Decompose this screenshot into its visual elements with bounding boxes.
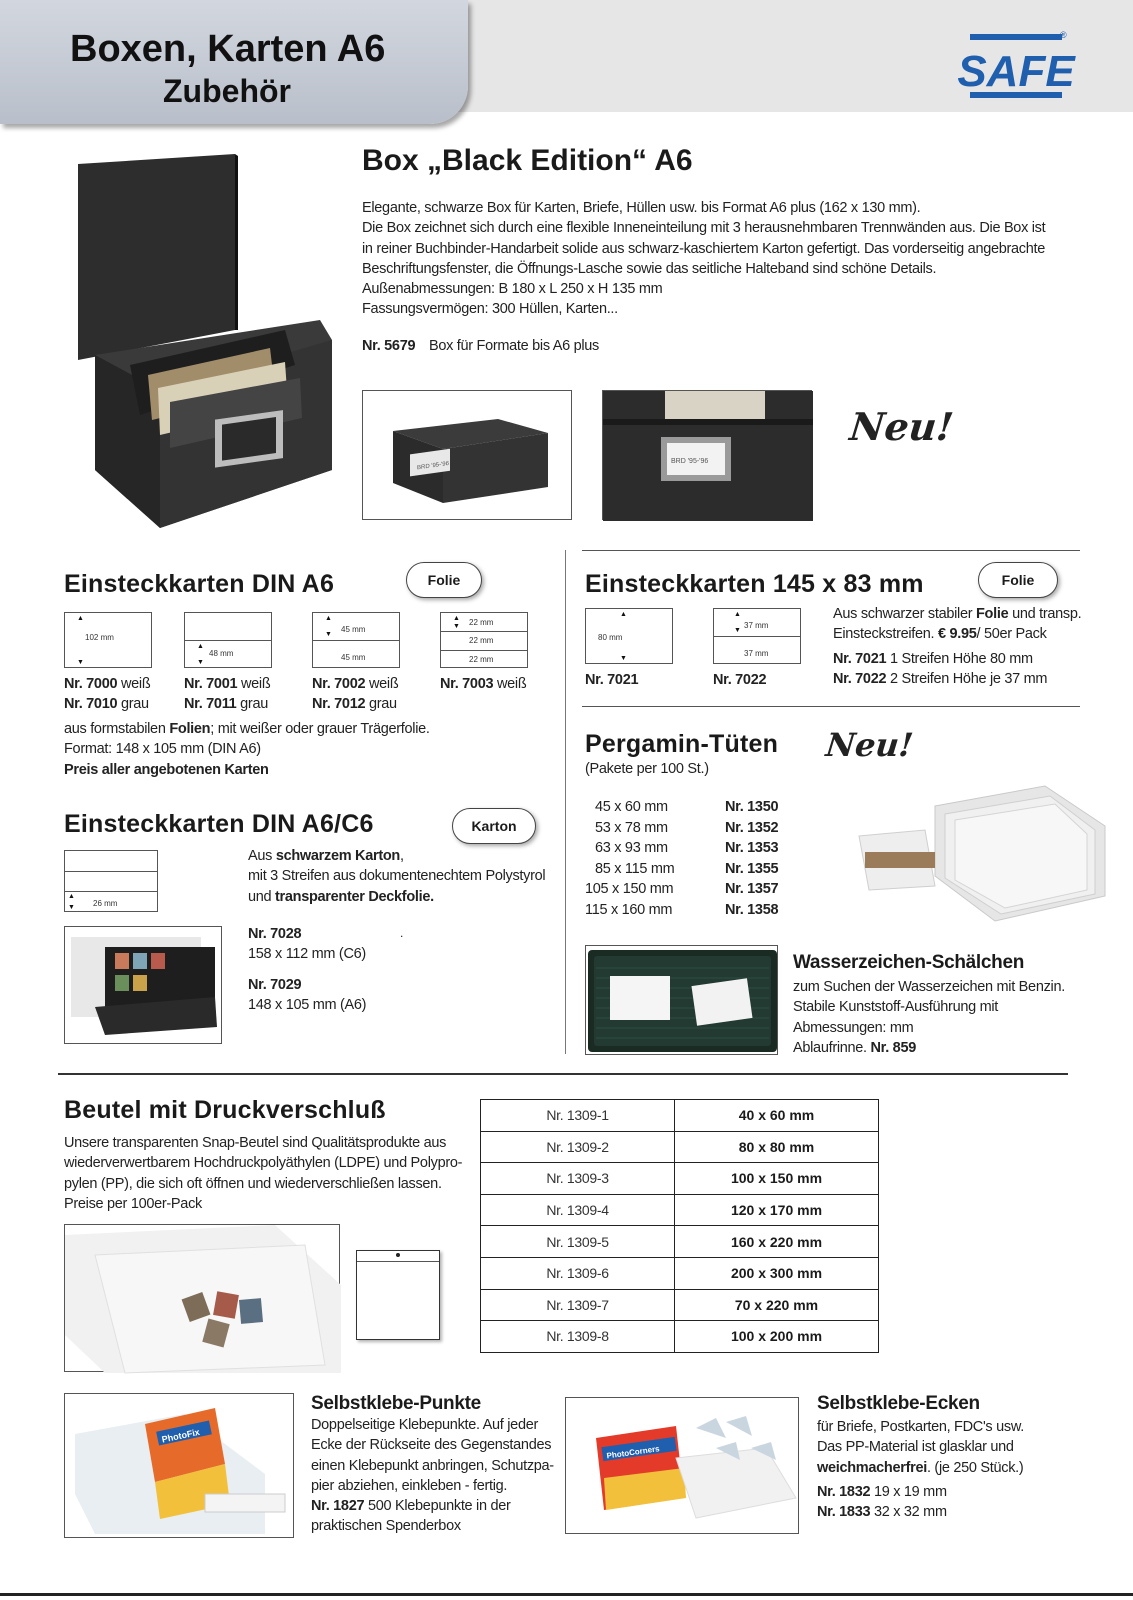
arrow-down-icon: ▼ bbox=[734, 627, 741, 634]
text: und transp. bbox=[1008, 606, 1082, 622]
size-text: 63 x 93 mm bbox=[595, 840, 668, 856]
arrow-up-icon: ▲ bbox=[620, 611, 627, 618]
order-description: Box für Formate bis A6 plus bbox=[428, 338, 599, 354]
din-a6-title: Einsteckkarten DIN A6 bbox=[64, 570, 335, 598]
arrow-up-icon: ▲ bbox=[734, 611, 741, 618]
text: 1 Streifen Höhe 80 mm bbox=[889, 650, 1033, 667]
color-variant: weiß bbox=[240, 676, 271, 692]
arrow-up-icon: ▲ bbox=[68, 893, 75, 900]
price: € 9.95 bbox=[938, 626, 977, 643]
watermark-tray-title: Wasserzeichen-Schälchen bbox=[793, 952, 1025, 973]
k145-title: Einsteckkarten 145 x 83 mm bbox=[585, 570, 924, 598]
black-box-detail-photo bbox=[602, 390, 812, 520]
desc-line: pier abziehen, einkleben - fertig. bbox=[311, 1477, 508, 1494]
black-box-closed-photo bbox=[362, 390, 572, 520]
card-dimension: 45 mm bbox=[341, 625, 366, 634]
card-diagram-7002 bbox=[312, 612, 400, 668]
arrow-down-icon: ▼ bbox=[77, 659, 84, 666]
din-a6-order-7003 bbox=[440, 674, 526, 694]
size-text: 19 x 19 mm bbox=[873, 1483, 947, 1500]
order-number: Nr. 7022 bbox=[713, 672, 767, 688]
table-cell-nr: Nr. 1309-1 bbox=[481, 1100, 675, 1132]
table-cell-size: 160 x 220 mm bbox=[675, 1226, 879, 1258]
desc-line: Unsere transparenten Snap-Beutel sind Qualitätsprodukte aus bbox=[64, 1135, 447, 1151]
table-row bbox=[481, 1321, 879, 1353]
table-cell-size: 100 x 150 mm bbox=[675, 1163, 879, 1195]
arrow-down-icon: ▼ bbox=[453, 623, 460, 630]
size-text: 115 x 160 mm bbox=[585, 901, 673, 918]
size-text: 85 x 115 mm bbox=[595, 860, 675, 877]
desc-line: Außenabmessungen: B 180 x L 250 x H 135 mm bbox=[362, 281, 663, 298]
table-row bbox=[481, 1100, 879, 1132]
pack-label: PhotoCorners bbox=[606, 1444, 661, 1461]
size-text: 148 x 105 mm (A6) bbox=[248, 997, 367, 1014]
size-text: 105 x 150 mm bbox=[585, 881, 674, 897]
size-text: 32 x 32 mm bbox=[873, 1504, 947, 1521]
desc-line: Elegante, schwarze Box für Karten, Briefe, Hüllen usw. bis Format A6 plus (162 x 130 mm). bbox=[362, 200, 921, 216]
arrow-down-icon: ▼ bbox=[68, 904, 75, 911]
arrow-down-icon: ▼ bbox=[197, 659, 204, 666]
table-cell-nr: Nr. 1309-3 bbox=[481, 1163, 675, 1195]
order-number: Nr. 1353 bbox=[725, 840, 779, 856]
card-dimension: 37 mm bbox=[744, 649, 769, 658]
text: mit 3 Streifen aus dokumentenechtem Polystyrol bbox=[248, 868, 546, 885]
arrow-up-icon: ▲ bbox=[325, 615, 332, 622]
order-number: Nr. 7000 bbox=[64, 676, 118, 692]
desc-line: Fassungsvermögen: 300 Hüllen, Karten... bbox=[362, 301, 618, 318]
text: 2 Streifen Höhe je 37 mm bbox=[889, 670, 1048, 687]
watermark-tray-description bbox=[793, 977, 1065, 1058]
text: Folie bbox=[976, 606, 1009, 622]
table-cell-nr: Nr. 1309-6 bbox=[481, 1257, 675, 1289]
order-number: Nr. 7022 bbox=[833, 670, 887, 687]
logo-text: SAFE bbox=[957, 47, 1075, 96]
table-row bbox=[481, 1163, 879, 1195]
snap-bags-photo bbox=[64, 1224, 340, 1372]
black-box-main-photo bbox=[70, 150, 340, 540]
order-number: Nr. 7012 bbox=[312, 696, 366, 713]
order-number: Nr. 7021 bbox=[585, 672, 639, 688]
card-diagram-7003 bbox=[440, 612, 528, 668]
text: Einsteckstreifen. bbox=[833, 626, 939, 643]
order-number: Nr. 7029 bbox=[248, 977, 302, 993]
text: und bbox=[248, 888, 276, 905]
table-cell-size: 200 x 300 mm bbox=[675, 1257, 879, 1289]
arrow-down-icon: ▼ bbox=[325, 631, 332, 638]
din-a6c6-order-7029 bbox=[248, 975, 366, 1016]
desc-line: wiederverwertbarem Hochdruckpolyäthylen (LDPE) und Polypro- bbox=[64, 1155, 463, 1172]
text: . (je 250 Stück.) bbox=[926, 1459, 1024, 1476]
text: zum Suchen der Wasserzeichen mit Benzin. bbox=[793, 979, 1065, 995]
section-divider bbox=[58, 1073, 1068, 1075]
card-dimension: 48 mm bbox=[209, 649, 234, 658]
din-a6-order-7002 bbox=[312, 674, 398, 715]
text: Aus schwarzer stabiler bbox=[833, 606, 976, 622]
klebepunkte-photo bbox=[64, 1393, 294, 1538]
pergamin-title: Pergamin-Tüten bbox=[585, 730, 779, 758]
din-a6-order-7001 bbox=[184, 674, 270, 715]
card-dimension: 26 mm bbox=[93, 899, 118, 908]
k145-nr-b bbox=[713, 670, 766, 690]
k145-badge: Folie bbox=[978, 562, 1058, 598]
table-row bbox=[481, 1194, 879, 1226]
din-a6-description bbox=[64, 719, 430, 780]
pergamin-new-badge: Neu! bbox=[824, 726, 915, 764]
table-row bbox=[481, 1131, 879, 1163]
order-number: Nr. 1832 bbox=[817, 1483, 871, 1500]
table-cell-nr: Nr. 1309-4 bbox=[481, 1194, 675, 1226]
size-text: 45 x 60 mm bbox=[595, 799, 668, 815]
text: Das PP-Material ist glasklar und bbox=[817, 1439, 1014, 1456]
watermark-tray-photo bbox=[585, 945, 778, 1055]
beutel-description bbox=[64, 1133, 462, 1214]
order-number: Nr. 7021 bbox=[833, 650, 887, 667]
klebeecken-photo bbox=[565, 1397, 799, 1534]
stamp-cards-photo bbox=[64, 926, 222, 1044]
pack-label: PhotoFix bbox=[160, 1426, 201, 1445]
order-number: Nr. 1358 bbox=[725, 901, 779, 918]
snap-bag-diagram bbox=[356, 1250, 440, 1340]
order-number: Nr. 7010 bbox=[64, 696, 118, 713]
card-dimension: 102 mm bbox=[85, 633, 114, 642]
table-cell-size: 40 x 60 mm bbox=[675, 1100, 879, 1132]
color-variant: weiß bbox=[496, 676, 527, 692]
desc-line: in reiner Buchbinder-Handarbeit solide aus schwarz-kaschiertem Karton gefertigt. Das vorderseitig angebrachte bbox=[362, 240, 1045, 257]
text: weichmacherfrei bbox=[817, 1459, 927, 1476]
logo-registered-mark: ® bbox=[1060, 30, 1067, 40]
table-cell-size: 70 x 220 mm bbox=[675, 1289, 879, 1321]
order-number: Nr. 7001 bbox=[184, 676, 238, 692]
desc-line: Die Box zeichnet sich durch eine flexible Inneneinteilung mit 3 herausnehmbaren Trennwänden aus. Die Box ist bbox=[362, 220, 1046, 237]
card-dimension: 22 mm bbox=[469, 618, 494, 627]
din-a6-order-7000 bbox=[64, 674, 150, 715]
order-number: Nr. 5679 bbox=[362, 338, 416, 354]
klebeecken-title: Selbstklebe-Ecken bbox=[817, 1393, 980, 1414]
desc-line: pylen (PP), die sich oft öffnen und wiederverschließen lassen. bbox=[64, 1175, 442, 1192]
black-box-order bbox=[362, 336, 599, 356]
table-row bbox=[481, 1289, 879, 1321]
color-variant: grau bbox=[368, 696, 397, 713]
card-dimension: 22 mm bbox=[469, 636, 494, 645]
klebeecken-description bbox=[817, 1417, 1077, 1522]
stray-dot: . bbox=[400, 926, 404, 940]
card-dimension: 80 mm bbox=[598, 633, 623, 642]
text: transparenter Deckfolie. bbox=[275, 888, 434, 905]
desc-line: Doppelseitige Klebepunkte. Auf jeder bbox=[311, 1417, 539, 1433]
order-number: Nr. 1827 bbox=[311, 1498, 365, 1515]
price-note: Preis aller angebotenen Karten bbox=[64, 761, 269, 778]
color-variant: weiß bbox=[368, 676, 399, 692]
desc-line: Ecke der Rückseite des Gegenstandes bbox=[311, 1437, 552, 1454]
order-number: Nr. 1357 bbox=[725, 881, 779, 897]
card-diagram-7021 bbox=[585, 608, 673, 664]
text: , bbox=[399, 848, 404, 864]
text: Folien bbox=[169, 721, 211, 737]
black-box-description bbox=[362, 198, 1102, 320]
page-subtitle: Zubehör bbox=[163, 73, 291, 109]
text: ; mit weißer oder grauer Trägerfolie. bbox=[210, 721, 430, 737]
table-row bbox=[481, 1257, 879, 1289]
size-text: 53 x 78 mm bbox=[595, 819, 668, 836]
k145-description bbox=[833, 604, 1081, 689]
klebepunkte-description bbox=[311, 1415, 554, 1537]
text: praktischen Spenderbox bbox=[311, 1518, 461, 1535]
size-text: 158 x 112 mm (C6) bbox=[248, 946, 366, 963]
beutel-title: Beutel mit Druckverschluß bbox=[64, 1096, 386, 1124]
arrow-up-icon: ▲ bbox=[77, 615, 84, 622]
table-cell-size: 80 x 80 mm bbox=[675, 1131, 879, 1163]
label-text: BRD '95-'96 bbox=[671, 458, 709, 465]
black-box-new-badge: Neu! bbox=[847, 404, 956, 449]
text: / 50er Pack bbox=[976, 626, 1047, 643]
table-row bbox=[481, 1226, 879, 1258]
klebepunkte-title: Selbstklebe-Punkte bbox=[311, 1393, 481, 1414]
order-number: Nr. 7011 bbox=[184, 696, 237, 713]
desc-line: Preise per 100er-Pack bbox=[64, 1195, 202, 1212]
din-a6c6-order-7028 bbox=[248, 924, 366, 965]
footer-rule bbox=[0, 1593, 1133, 1596]
black-box-title: Box „Black Edition“ A6 bbox=[362, 144, 693, 177]
order-number: Nr. 1350 bbox=[725, 799, 779, 815]
color-variant: weiß bbox=[120, 676, 151, 692]
table-cell-nr: Nr. 1309-7 bbox=[481, 1289, 675, 1321]
arrow-up-icon: ▲ bbox=[197, 643, 204, 650]
format-text: Format: 148 x 105 mm (DIN A6) bbox=[64, 741, 261, 758]
k145-nr-a bbox=[585, 670, 638, 690]
table-cell-size: 100 x 200 mm bbox=[675, 1321, 879, 1353]
order-number: Nr. 7003 bbox=[440, 676, 494, 692]
table-cell-nr: Nr. 1309-5 bbox=[481, 1226, 675, 1258]
order-number: Nr. 859 bbox=[870, 1039, 916, 1056]
text: Ablaufrinne. bbox=[793, 1039, 871, 1056]
page-title: Boxen, Karten A6 bbox=[70, 28, 386, 70]
card-dimension: 45 mm bbox=[341, 653, 366, 662]
pergamin-subtitle: (Pakete per 100 St.) bbox=[585, 761, 709, 777]
table-cell-nr: Nr. 1309-8 bbox=[481, 1321, 675, 1353]
text: für Briefe, Postkarten, FDC's usw. bbox=[817, 1419, 1024, 1435]
text: Stabile Kunststoff-Ausführung mit bbox=[793, 999, 999, 1016]
order-number: Nr. 7028 bbox=[248, 926, 302, 942]
din-a6c6-badge: Karton bbox=[452, 808, 536, 844]
section-divider bbox=[582, 706, 1080, 707]
desc-line: einen Klebepunkt anbringen, Schutzpa- bbox=[311, 1457, 554, 1474]
text: 500 Klebepunkte in der bbox=[367, 1498, 511, 1515]
text: Abmessungen: mm bbox=[793, 1019, 914, 1036]
text: schwarzem Karton bbox=[275, 848, 400, 864]
din-a6c6-description bbox=[248, 846, 545, 907]
text: Aus bbox=[248, 848, 276, 864]
card-diagram-7022 bbox=[713, 608, 801, 664]
order-number: Nr. 1833 bbox=[817, 1504, 871, 1521]
order-number: Nr. 7002 bbox=[312, 676, 366, 692]
card-diagram-7001 bbox=[184, 612, 272, 668]
color-variant: grau bbox=[120, 696, 149, 713]
din-a6c6-title: Einsteckkarten DIN A6/C6 bbox=[64, 810, 374, 838]
color-variant: grau bbox=[240, 696, 268, 713]
table-cell-size: 120 x 170 mm bbox=[675, 1194, 879, 1226]
arrow-down-icon: ▼ bbox=[620, 655, 627, 662]
pergamin-list bbox=[585, 797, 785, 920]
card-dimension: 22 mm bbox=[469, 655, 494, 664]
card-dimension: 37 mm bbox=[744, 621, 769, 630]
card-diagram-7000 bbox=[64, 612, 152, 668]
table-cell-nr: Nr. 1309-2 bbox=[481, 1131, 675, 1163]
din-a6-badge: Folie bbox=[406, 562, 482, 598]
safe-logo bbox=[957, 30, 1075, 102]
arrow-up-icon: ▲ bbox=[453, 615, 460, 622]
order-number: Nr. 1355 bbox=[725, 860, 779, 877]
order-number: Nr. 1352 bbox=[725, 819, 779, 836]
text: aus formstabilen bbox=[64, 721, 170, 737]
column-divider bbox=[565, 550, 566, 1054]
desc-line: Beschriftungsfenster, die Öffnungs-Lasche sowie das seitliche Halteband sind schöne Details. bbox=[362, 260, 937, 277]
beutel-size-table bbox=[480, 1099, 879, 1353]
section-divider bbox=[582, 550, 1080, 551]
pergamin-bags-photo bbox=[855, 786, 1105, 926]
card-diagram-7028 bbox=[64, 850, 158, 912]
label-text: BRD '95-'96 bbox=[417, 460, 449, 472]
